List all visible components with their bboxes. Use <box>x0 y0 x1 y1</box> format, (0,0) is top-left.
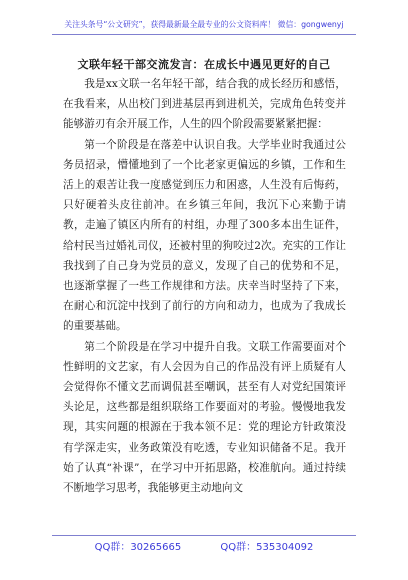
header-banner: 关注头条号“公文研究”，获得最新最全最专业的公文资料库！ 微信：gongwenyj <box>64 20 344 29</box>
paragraph-stage-one: 第一个阶段是在落差中认识自我。大学毕业时我通过公务员招录，懵懂地到了一个比老家更偏远的乡镇，工作和生活上的艰苦让我一度感觉到压力和困惑，人生没有后悔药，只好硬着头皮往前冲。在乡镇三年间，我沉下心来勤于请教，走遍了镇区内所有的村组，办理了300多本出生证件，给村民当过婚礼司仪，还被村里的狗咬过2次。充实的工作让我找到了自己身为党员的意义，发现了自己的优势和不足，也逐渐掌握了一些工作规律和方法。庆幸当时坚持了下来，在耐心和沉淀中找到了前行的方向和动力，也成为了我成长的重要基础。 <box>63 138 346 333</box>
paragraph-stage-two: 第二个阶段是在学习中提升自我。文联工作需要面对个性鲜明的文艺家，有人会因为自己的作品没有评上质疑有人会觉得你不懂文艺而调侃甚至嘲讽，甚至有人对党纪国策评头论足，这些都是组织联络工作要面对的考验。慢慢地我发现，其实问题的根源在于我本领不足：党的理论方针政策没有学深走实，业务政策没有吃透，专业知识储备不足。我开始了认真“补课”，在学习中开拓思路，校准航向。通过持续不断地学习思考，我能够更主动地向文 <box>63 340 346 495</box>
document-body <box>63 74 346 498</box>
document-title: 文联年轻干部交流发言：在成长中遇见更好的自己 <box>77 58 331 71</box>
footer-qq-group-2: QQ群：535304092 <box>220 542 314 553</box>
footer-divider <box>52 535 356 536</box>
paragraph-intro: 我是xx文联一名年轻干部，结合我的成长经历和感悟，在我看来，从出校门到进基层再到进机关，完成角色转变并能够游刃有余开展工作，人生的四个阶段需要紧紧把握： <box>63 78 346 131</box>
footer <box>0 538 408 553</box>
footer-qq-group-1: QQ群：30265665 <box>94 542 182 553</box>
header-divider <box>52 34 356 35</box>
